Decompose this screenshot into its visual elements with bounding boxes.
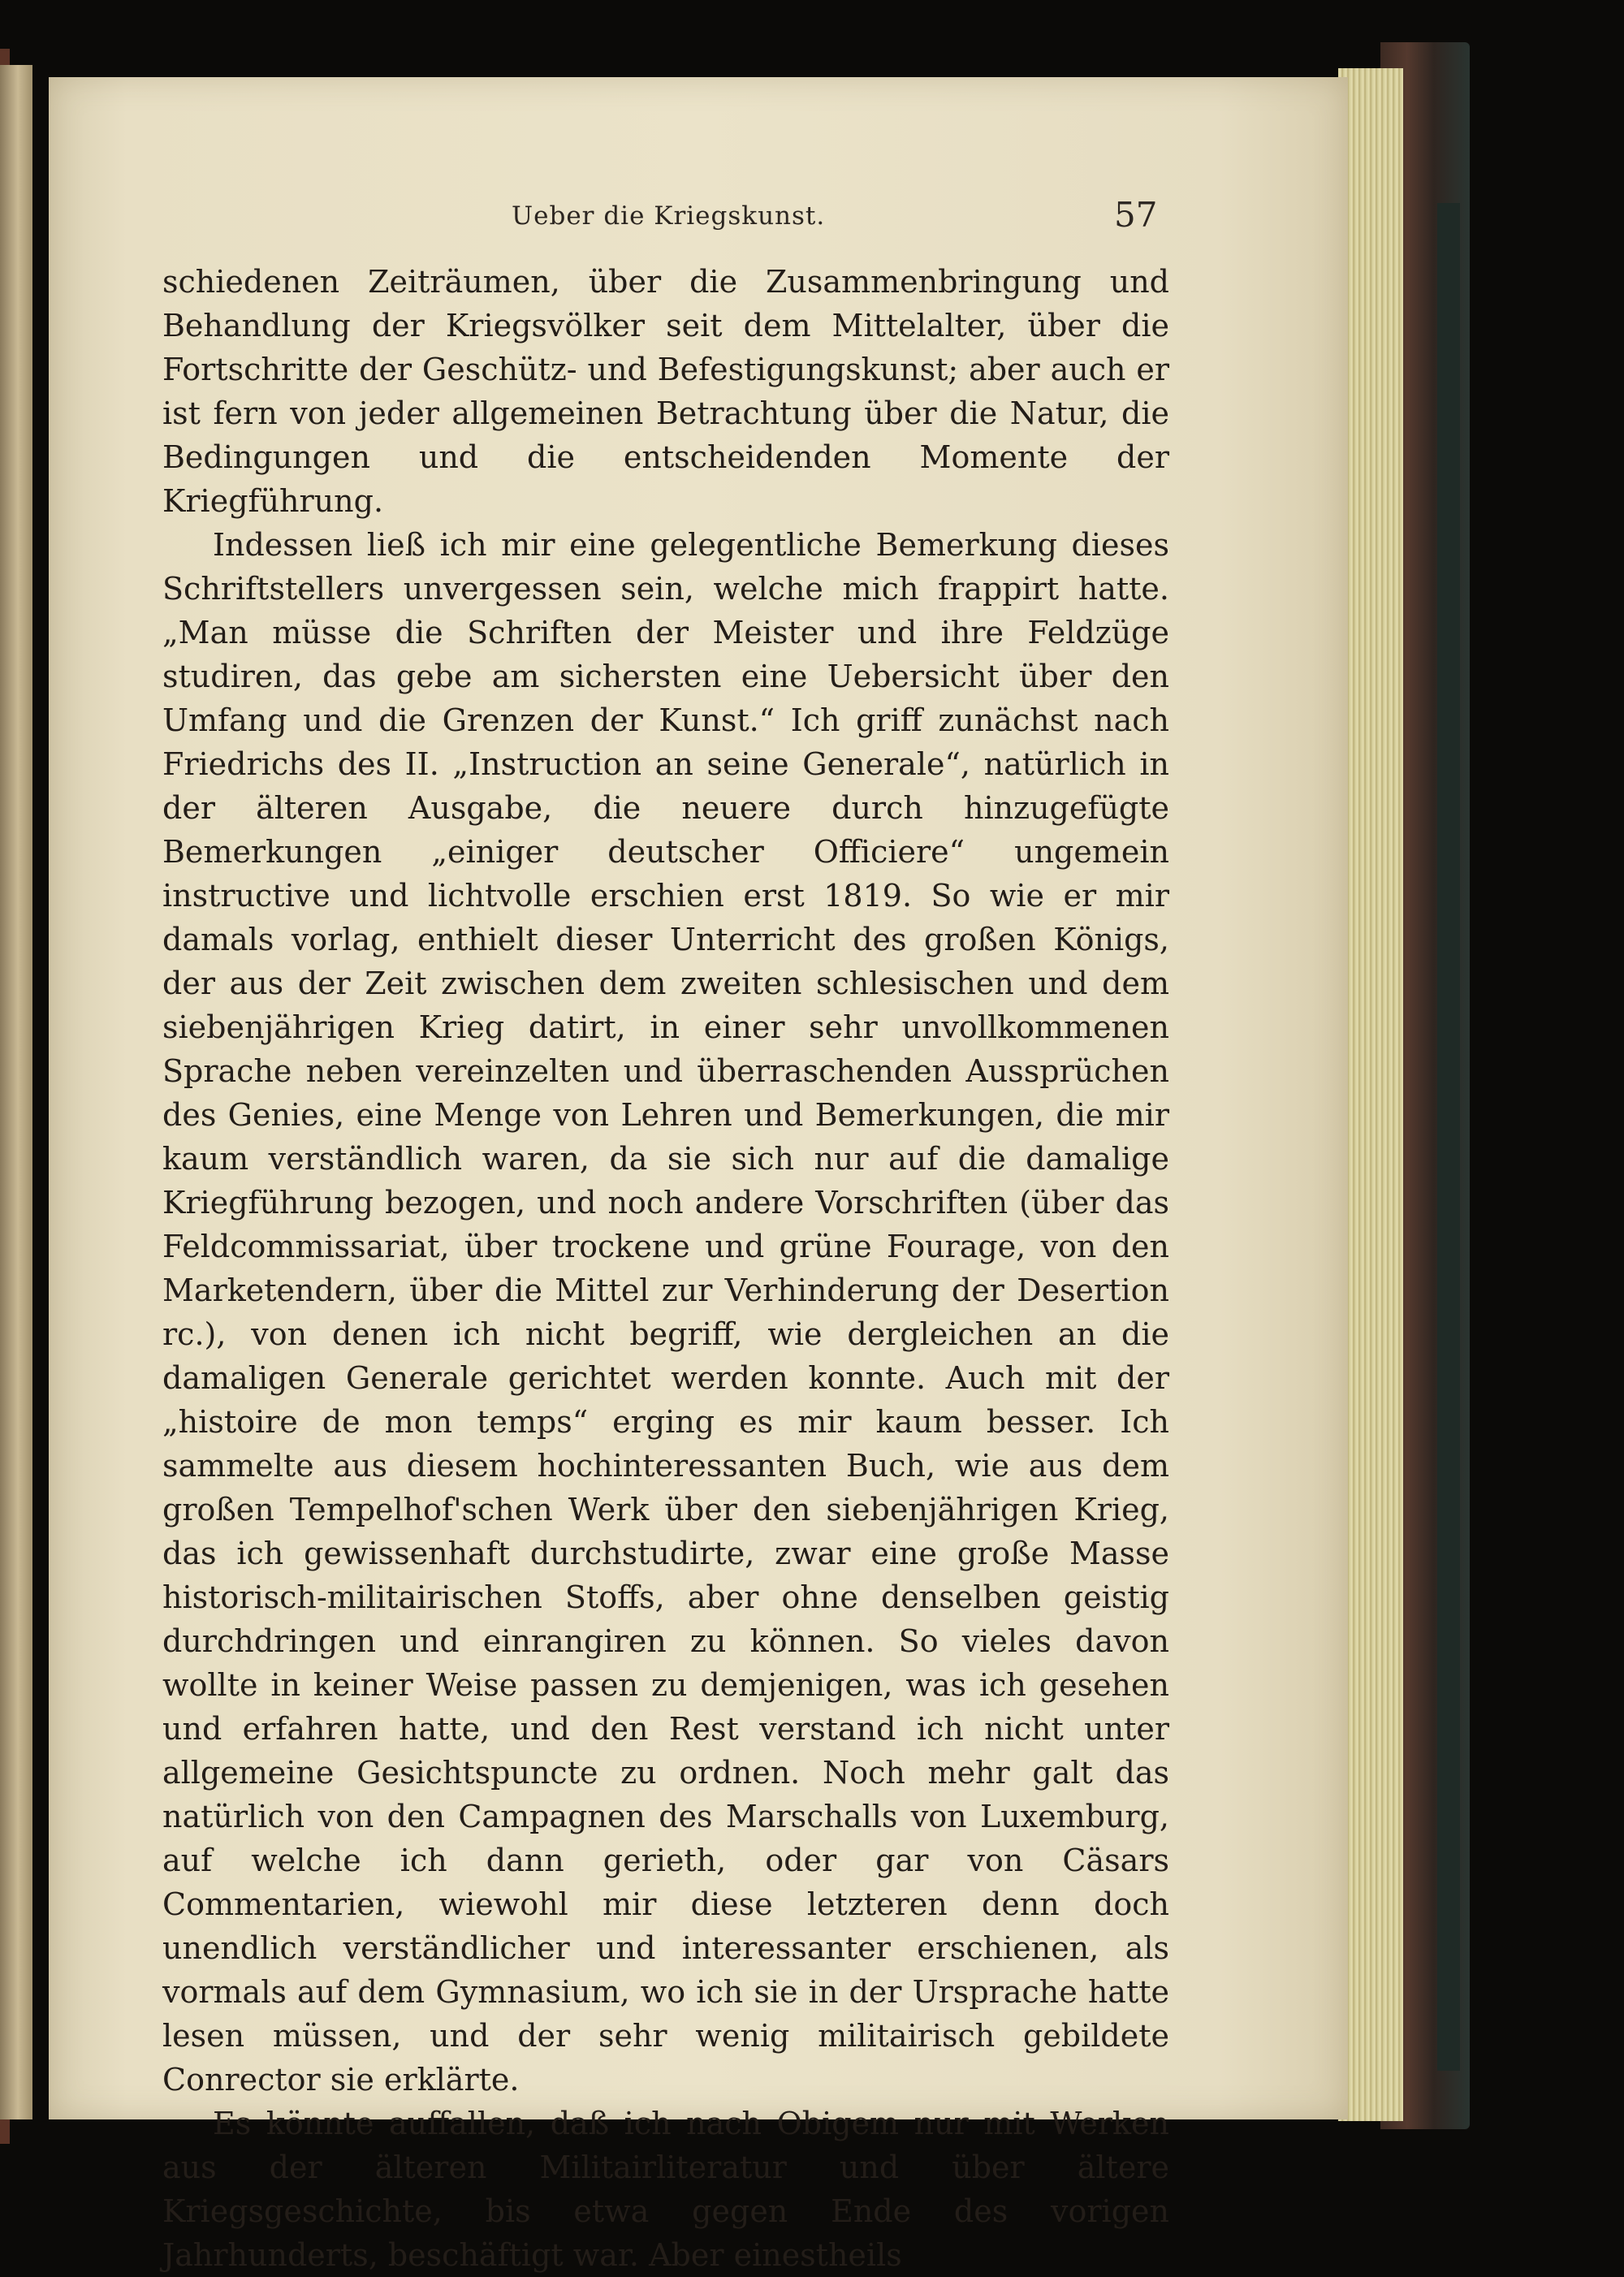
page-number: 57 <box>1114 195 1158 235</box>
paragraph: Indessen ließ ich mir eine gelegentliche Bemerkung dieses Schriftstellers unvergessen sein, welche mich frappirt hatte. „Man müsse die Schriften der Meister und ihre Feldzüge studiren, das gebe am sichersten eine Uebersicht über den Umfang und die Grenzen der Kunst.“ Ich griff zunächst nach Friedrichs des II. „Instruction an seine Generale“, natürlich in der älteren Ausgabe, die neuere durch hinzugefügte Bemerkungen „einiger deutscher Officiere“ ungemein instructive und lichtvolle erschien erst 1819. So wie er mir damals vorlag, enthielt dieser Unterricht des großen Königs, der aus der Zeit zwischen dem zweiten schlesischen und dem siebenjährigen Krieg datirt, in einer sehr unvollkommenen Sprache neben vereinzelten und überraschenden Aussprüchen des Genies, eine Menge von Lehren und Bemerkungen, die mir kaum verständlich waren, da sie sich nur auf die damalige Kriegführung bezogen, und noch andere Vorschriften (über das Feldcommissariat, über trockene und grüne Fourage, von den Marketendern, über die Mittel zur Verhinderung der Desertion rc.), von denen ich nicht begriff, wie dergleichen an die damaligen Generale gerichtet werden konnte. Auch mit der „histoire de mon temps“ erging es mir kaum besser. Ich sammelte aus diesem hochinteressanten Buch, wie aus dem großen Tempelhof'schen Werk über den siebenjährigen Krieg, das ich gewissenhaft durchstudirte, zwar eine große Masse historisch-militairischen Stoffs, aber ohne denselben geistig durchdringen und einrangiren zu können. So vieles davon wollte in keiner Weise passen zu demjenigen, was ich gesehen und erfahren hatte, und den Rest verstand ich nicht unter allgemeine Gesichtspuncte zu ordnen. Noch mehr galt das natürlich von den Campagnen des Marschalls von Luxemburg, auf welche ich dann gerieth, oder gar von Cäsars Commentarien, wiewohl mir diese letzteren denn doch unendlich verständlicher und interessanter erschienen, als vormals auf dem Gymnasium, wo ich sie in der Ursprache hatte lesen müssen, und der sehr wenig militairisch gebildete Conrector sie erklärte. <box>162 527 1169 2098</box>
cover-spine-strip <box>1437 203 1460 2071</box>
facing-page-edge <box>0 65 32 2119</box>
paragraph: Es könnte auffallen, daß ich nach Obigem nur mit Werken aus der älteren Militairliteratur und über ältere Kriegsgeschichte, bis etwa gegen Ende des vorigen Jahrhunderts, beschäftigt war. Aber einestheils <box>162 2106 1169 2273</box>
paragraph-continuation: schiedenen Zeiträumen, über die Zusammenbringung und Behandlung der Kriegsvölker seit dem Mittelalter, über die Fortschritte der Geschütz- und Befestigungskunst; aber auch er ist fern von jeder allgemeinen Betrachtung über die Natur, die Bedingungen und die entscheidenden Momente der Kriegführung. <box>162 264 1169 519</box>
page-body <box>162 260 1169 2277</box>
running-title: Ueber die Kriegskunst. <box>512 201 826 231</box>
page-stack-edges <box>1338 68 1403 2121</box>
